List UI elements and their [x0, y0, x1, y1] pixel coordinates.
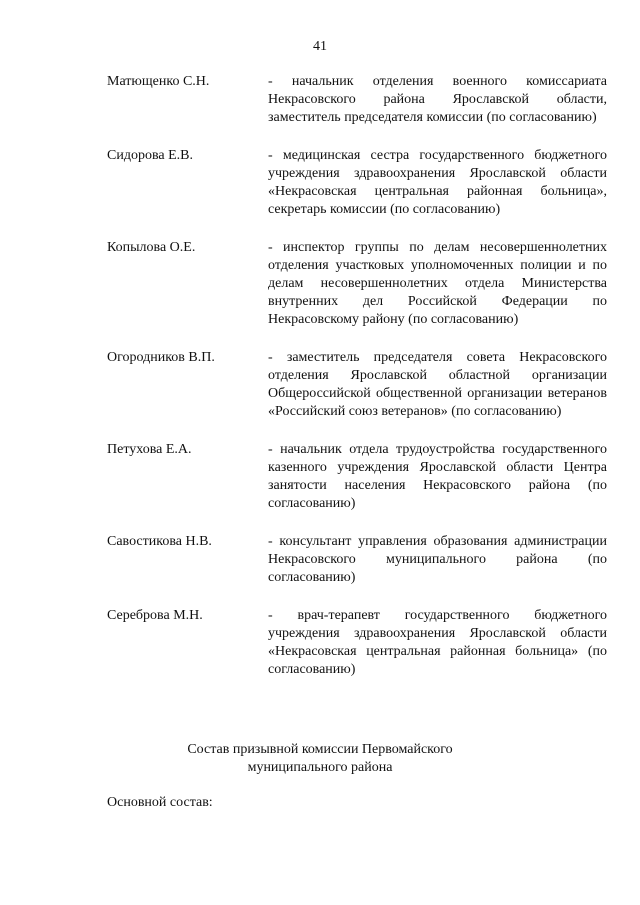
member-role: - заместитель председателя совета Некрасовского отделения Ярославской областной организации Общероссийской общественной организации ветеранов «Российский союз ветеранов» (по согласованию): [268, 350, 607, 419]
member-role: - врач-терапевт государственного бюджетного учреждения здравоохранения Ярославской области «Некрасовская центральная районная больница» (по согласованию): [268, 608, 607, 677]
member-row: [107, 441, 607, 513]
member-row: [107, 73, 607, 127]
member-name: Петухова Е.А.: [107, 442, 192, 457]
member-role: - инспектор группы по делам несовершеннолетних отделения участковых уполномоченных полиции и по делам несовершеннолетних отдела Министерства внутренних дел Российской Федерации по Некрасовскому району (по согласованию): [268, 240, 607, 327]
member-role: - консультант управления образования администрации Некрасовского муниципального района (по согласованию): [268, 534, 607, 585]
member-name: Копылова О.Е.: [107, 240, 196, 255]
member-name: Матющенко С.Н.: [107, 74, 210, 89]
member-name: Сереброва М.Н.: [107, 608, 203, 623]
member-row: [107, 349, 607, 421]
section-title-line: Состав призывной комиссии Первомайского: [187, 742, 453, 757]
member-name: Савостикова Н.В.: [107, 534, 212, 549]
member-row: [107, 607, 607, 679]
section-title: [0, 741, 640, 777]
member-row: [107, 533, 607, 587]
section-title-line: муниципального района: [247, 760, 393, 775]
member-row: [107, 239, 607, 329]
commission-members-list: [107, 73, 607, 699]
member-row: [107, 147, 607, 219]
member-role: - начальник отдела трудоустройства государственного казенного учреждения Ярославской области Центра занятости населения Некрасовского района (по согласованию): [268, 442, 607, 511]
member-role: - начальник отделения военного комиссариата Некрасовского района Ярославской области, заместитель председателя комиссии (по согласованию): [268, 74, 607, 125]
member-name: Огородников В.П.: [107, 350, 215, 365]
main-composition-label: Основной состав:: [107, 795, 213, 810]
member-role: - медицинская сестра государственного бюджетного учреждения здравоохранения Ярославской области «Некрасовская центральная районная больница», секретарь комиссии (по согласованию): [268, 148, 607, 217]
member-name: Сидорова Е.В.: [107, 148, 193, 163]
page-number: 41: [313, 39, 327, 54]
